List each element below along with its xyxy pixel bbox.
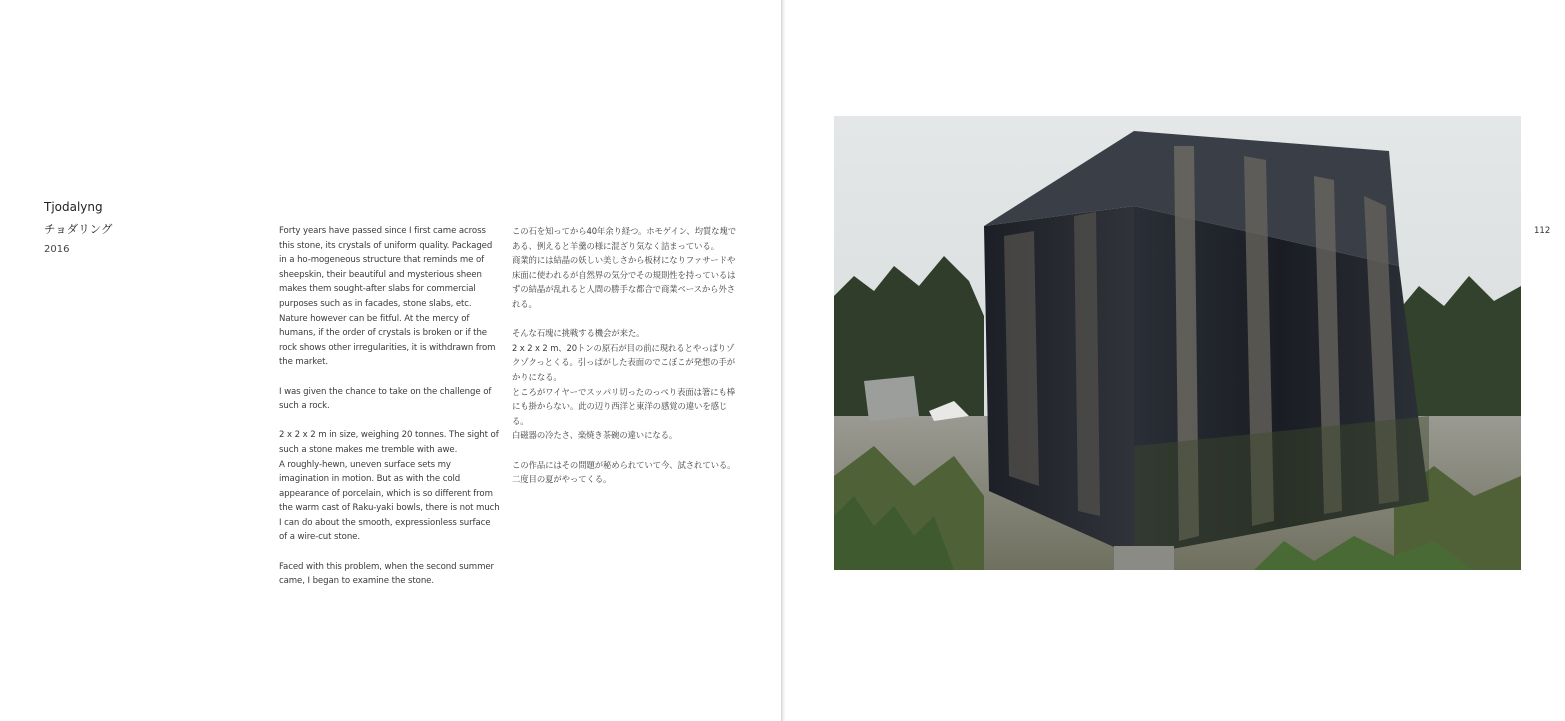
japanese-paragraph: 2 x 2 x 2 m、20トンの原石が目の前に現れるとやっぱりゾクゾクっとくる。引っぱがした表面のでこぼこが発想の手がかりになる。 xyxy=(512,342,736,382)
japanese-text-column xyxy=(512,224,736,501)
page-number: 112 xyxy=(1534,226,1551,236)
work-title-japanese: チョダリング xyxy=(44,222,113,236)
japanese-paragraph: 白磁器の冷たさ、楽焼き茶碗の違いになる。 xyxy=(512,430,678,441)
japanese-paragraph: この作品にはその問題が秘められていて今、試されている。 xyxy=(512,459,736,470)
work-title-english: Tjodalyng xyxy=(44,200,103,214)
stone-block-illustration xyxy=(834,116,1521,570)
work-year: 2016 xyxy=(44,244,70,255)
work-title-block xyxy=(44,199,112,255)
japanese-paragraph: この石を知ってから40年余り経つ。ホモゲイン、均質な塊である、例えると羊羹の様に混ざり気なく詰まっている。 xyxy=(512,226,737,251)
english-text-column xyxy=(279,224,501,603)
english-paragraph: Forty years have passed since I first came across this stone, its crystals of uniform quality. Packaged in a ho-mogeneous structure that reminds me of sheepskin, their beautiful and mysterious sheen makes them sought-after slabs for commercial purposes such as in facades, stone slabs, etc. Nature however can be fitful. At the mercy of humans, if the order of crystals is broken or if the rock shows other irregularities, it is withdrawn from the market. xyxy=(279,226,496,368)
left-page xyxy=(0,0,781,721)
japanese-paragraph: 二度目の夏がやってくる。 xyxy=(512,474,612,485)
japanese-paragraph: ところがワイヤーでスッパリ切ったのっぺり表面は箸にも棒にも掛からない。此の辺り西洋と東洋の感覚の違いを感じる。 xyxy=(512,386,736,426)
english-paragraph: Faced with this problem, when the second summer came, I began to examine the stone. xyxy=(279,561,494,587)
japanese-paragraph: そんな石塊に挑戦する機会が来た。 xyxy=(512,328,645,339)
sculpture-photo xyxy=(834,116,1521,570)
english-paragraph: 2 x 2 x 2 m in size, weighing 20 tonnes. The sight of such a stone makes me tremble with awe. xyxy=(279,430,499,455)
japanese-paragraph: 商業的には結晶の妖しい美しさから板材になりファサードや床面に使われるが自然界の気分でその規則性を持っているはずの結晶が乱れると人間の勝手な都合で商業ベースから外される。 xyxy=(512,255,736,309)
english-paragraph: A roughly-hewn, uneven surface sets my imagination in motion. But as with the cold appearance of porcelain, which is so different from the warm cast of Raku-yaki bowls, there is not much I can do about the smooth, expressionless surface of a wire-cut stone. xyxy=(279,459,500,543)
english-paragraph: I was given the chance to take on the challenge of such a rock. xyxy=(279,386,492,412)
